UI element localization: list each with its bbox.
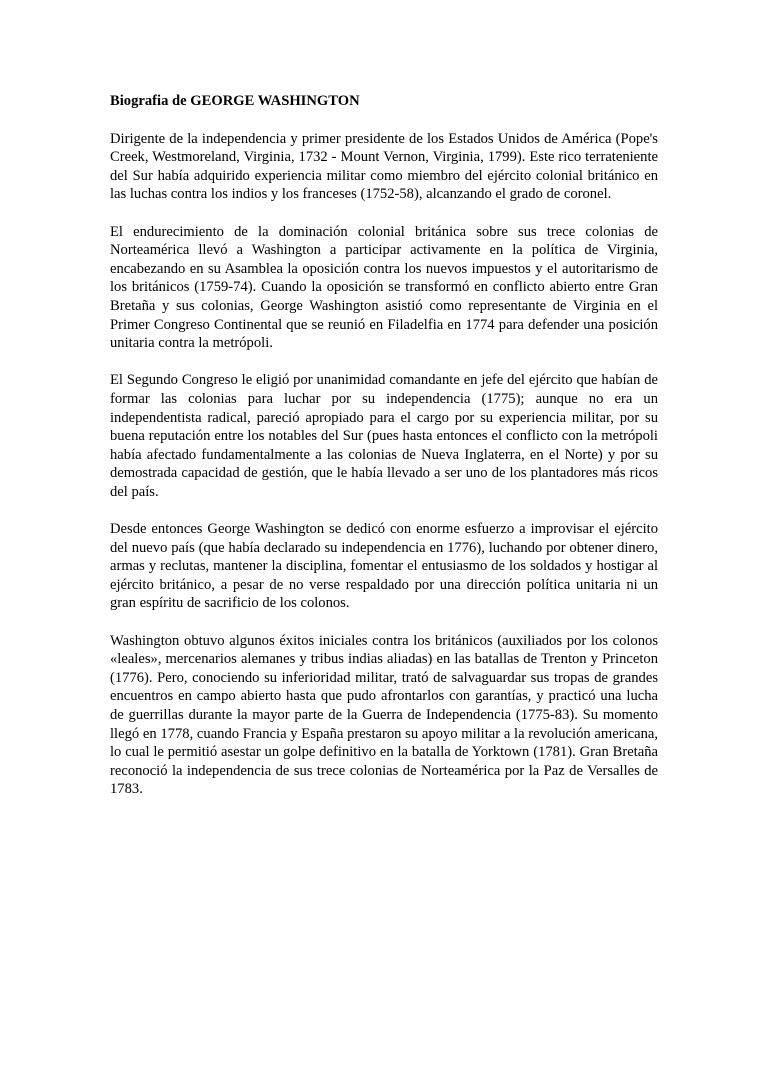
paragraph-3: El Segundo Congreso le eligió por unanimidad comandante en jefe del ejército que habían de formar las colonias para luchar por su independencia (1775); aunque no era un independentista radical, pareció apropiado para el cargo por su experiencia militar, por su buena reputación entre los notables del Sur (pues hasta entonces el conflicto con la metrópoli había afectado fundamentalmente a las colonias de Nueva Inglaterra, en el Norte) y por su demostrada capacidad de gestión, que le había llevado a ser uno de los plantadores más ricos del país. [110,372,658,500]
document-title: Biografia de GEORGE WASHINGTON [110,93,360,109]
paragraph-1: Dirigente de la independencia y primer presidente de los Estados Unidos de América (Pope's Creek, Westmoreland, Virginia, 1732 - Mount Vernon, Virginia, 1799). Este rico terrateniente del Sur había adquirido experiencia militar como miembro del ejército colonial británico en las luchas contra los indios y los franceses (1752-58), alcanzando el grado de coronel. [110,130,658,203]
paragraph-5: Washington obtuvo algunos éxitos iniciales contra los británicos (auxiliados por los colonos «leales», mercenarios alemanes y tribus indias aliadas) en las batallas de Trenton y Princeton (1776). Pero, conociendo su inferioridad militar, trató de salvaguardar sus tropas de grandes encuentros en campo abierto hasta que pudo afrontarlos con garantías, y practicó una lucha de guerrillas durante la mayor parte de la Guerra de Independencia (1775-83). Su momento llegó en 1778, cuando Francia y España prestaron su apoyo militar a la revolución americana, lo cual le permitió asestar un golpe definitivo en la batalla de Yorktown (1781). Gran Bretaña reconoció la independencia de sus trece colonias de Norteamérica por la Paz de Versalles de 1783. [110,632,658,798]
document-body [110,92,658,818]
paragraph-4: Desde entonces George Washington se dedicó con enorme esfuerzo a improvisar el ejército del nuevo país (que había declarado su independencia en 1776), luchando por obtener dinero, armas y reclutas, mantener la disciplina, fomentar el entusiasmo de los soldados y hostigar al ejército británico, a pesar de no verse respaldado por una dirección política unitaria ni un gran espíritu de sacrificio de los colonos. [110,521,658,612]
paragraph-2: El endurecimiento de la dominación colonial británica sobre sus trece colonias de Norteamérica llevó a Washington a participar activamente en la política de Virginia, encabezando en su Asamblea la oposición contra los nuevos impuestos y el autoritarismo de los británicos (1759-74). Cuando la oposición se transformó en conflicto abierto entre Gran Bretaña y sus colonias, George Washington asistió como representante de Virginia en el Primer Congreso Continental que se reunió en Filadelfia en 1774 para defender una posición unitaria contra la metrópoli. [110,223,658,352]
